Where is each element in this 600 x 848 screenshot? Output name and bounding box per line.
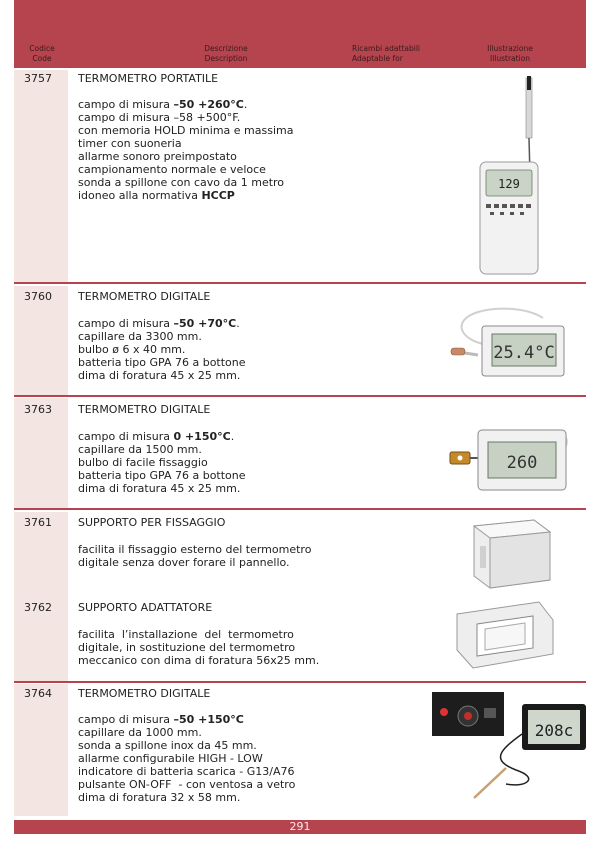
- mounting-support-illustration: [470, 516, 555, 591]
- digital-thermometer-illustration: [448, 418, 573, 498]
- description-line: dima di foratura 45 x 25 mm.: [78, 369, 241, 382]
- lcd-readout: 208c: [534, 721, 574, 740]
- description-line: campo di misura –50 +260°C.: [78, 98, 248, 111]
- description-line: meccanico con dima di foratura 56x25 mm.: [78, 654, 320, 667]
- item-title: SUPPORTO ADATTATORE: [78, 601, 213, 614]
- item-title: TERMOMETRO DIGITALE: [78, 687, 211, 700]
- item-description: [78, 98, 293, 202]
- item-code: 3764: [24, 687, 52, 700]
- header-code: Codice Code: [29, 44, 55, 63]
- description-line: capillare da 3300 mm.: [78, 330, 202, 343]
- description-line: capillare da 1000 mm.: [78, 726, 202, 739]
- description-line: digitale senza dover forare il pannello.: [78, 556, 290, 569]
- description-line: campo di misura 0 +150°C.: [78, 430, 235, 443]
- item-code: 3762: [24, 601, 52, 614]
- description-line: campo di misura –50 +150°C: [78, 713, 244, 726]
- item-title: TERMOMETRO PORTATILE: [78, 72, 219, 85]
- description-line: allarme sonoro preimpostato: [78, 150, 237, 163]
- description-line: campo di misura –58 +500°F.: [78, 111, 241, 124]
- description-line: campionamento normale e veloce: [78, 163, 266, 176]
- item-description: [78, 628, 319, 667]
- item-code: 3761: [24, 516, 52, 529]
- description-line: bulbo ø 6 x 40 mm.: [78, 343, 186, 356]
- digital-thermometer-probe-illustration: [430, 690, 590, 802]
- description-line: facilita il fissaggio esterno del termometro: [78, 543, 312, 556]
- description-line: digitale, in sostituzione del termometro: [78, 641, 296, 654]
- description-line: batteria tipo GPA 76 a bottone: [78, 469, 246, 482]
- item-title: SUPPORTO PER FISSAGGIO: [78, 516, 226, 529]
- description-line: bulbo di facile fissaggio: [78, 456, 208, 469]
- description-line: capillare da 1500 mm.: [78, 443, 202, 456]
- description-line: campo di misura –50 +70°C.: [78, 317, 240, 330]
- item-code: 3760: [24, 290, 52, 303]
- lcd-readout: 129: [498, 177, 520, 191]
- item-description: [78, 317, 246, 382]
- header-adaptable: Ricambi adattabili Adaptable for: [352, 44, 420, 63]
- row-separator: [14, 282, 586, 284]
- header-description: Descrizione Description: [204, 44, 248, 63]
- row-separator: [14, 508, 586, 510]
- description-line: con memoria HOLD minima e massima: [78, 124, 294, 137]
- lcd-readout: 25.4°C: [493, 343, 555, 363]
- row-separator: [14, 681, 586, 683]
- code-column-bg: [14, 512, 68, 681]
- description-line: idoneo alla normativa HCCP: [78, 189, 235, 202]
- item-description: [78, 543, 311, 569]
- description-line: dima di foratura 32 x 58 mm.: [78, 791, 241, 804]
- page-number: 291: [289, 820, 311, 833]
- description-line: sonda a spillone con cavo da 1 metro: [78, 176, 285, 189]
- item-code: 3763: [24, 403, 52, 416]
- code-column-bg: [14, 70, 68, 282]
- row-separator: [14, 395, 586, 397]
- portable-thermometer-illustration: [470, 76, 550, 276]
- description-line: pulsante ON-OFF - con ventosa a vetro: [78, 778, 296, 791]
- description-line: indicatore di batteria scarica - G13/A76: [78, 765, 295, 778]
- item-title: TERMOMETRO DIGITALE: [78, 290, 211, 303]
- description-line: dima di foratura 45 x 25 mm.: [78, 482, 241, 495]
- digital-thermometer-illustration: [448, 300, 568, 385]
- item-description: [78, 430, 246, 495]
- lcd-readout: 260: [506, 453, 538, 473]
- description-line: allarme configurabile HIGH - LOW: [78, 752, 263, 765]
- item-description: [78, 713, 295, 804]
- adapter-support-illustration: [455, 600, 555, 670]
- description-line: facilita l’installazione del termometro: [78, 628, 294, 641]
- description-line: sonda a spillone inox da 45 mm.: [78, 739, 257, 752]
- description-line: timer con suoneria: [78, 137, 182, 150]
- description-line: batteria tipo GPA 76 a bottone: [78, 356, 246, 369]
- item-title: TERMOMETRO DIGITALE: [78, 403, 211, 416]
- header-illustration: Illustrazione Illustration: [487, 44, 533, 63]
- code-column-bg: [14, 684, 68, 816]
- item-code: 3757: [24, 72, 52, 85]
